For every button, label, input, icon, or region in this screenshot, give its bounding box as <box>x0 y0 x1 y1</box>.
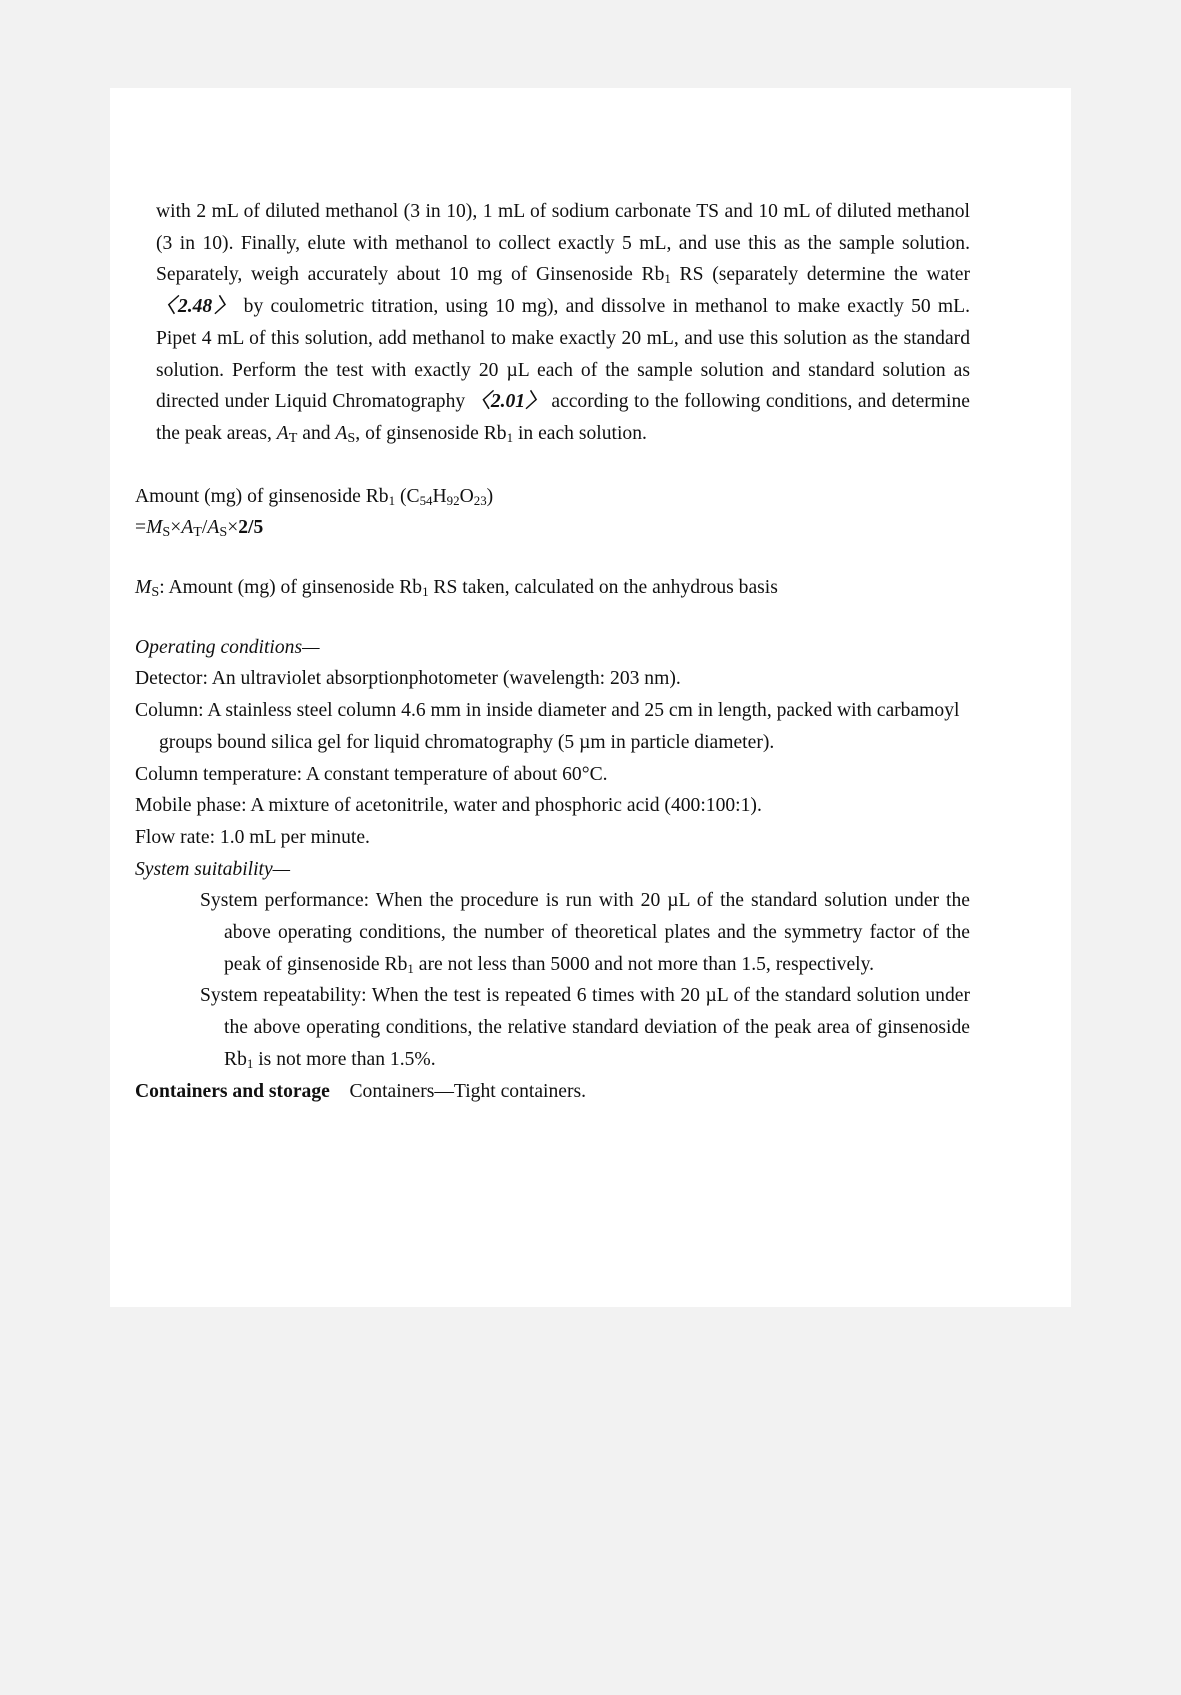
equation-as: A <box>207 517 220 539</box>
formula-chem-o-sub: 23 <box>473 492 487 508</box>
condition-column-temperature-label: Column temperature <box>135 763 297 785</box>
formula-heading-subscript: 1 <box>388 492 396 508</box>
intro-subscript-2: 1 <box>506 429 514 445</box>
equation-times-2: × <box>227 517 239 539</box>
symbol-as: AS <box>335 422 356 446</box>
definition-ms-subscript: S <box>151 583 160 600</box>
system-performance-item <box>200 885 970 980</box>
condition-mobile-phase-label: Mobile phase <box>135 795 242 817</box>
condition-column <box>135 695 970 758</box>
intro-paragraph <box>156 196 970 450</box>
equation-ratio: 2/5 <box>238 517 264 539</box>
spacer-before-definition <box>135 544 970 572</box>
condition-detector-text: : An ultraviolet absorptionphotometer (wavelength: 203 nm). <box>202 668 681 690</box>
formula-heading <box>135 481 970 513</box>
condition-column-temperature-text: : A constant temperature of about 60°C. <box>296 763 608 785</box>
condition-flow-rate <box>135 822 970 854</box>
definition-text-a: : Amount (mg) of ginsenoside Rb <box>159 577 423 599</box>
spacer-before-formula <box>135 450 970 481</box>
symbol-at-subscript: T <box>288 429 298 446</box>
formula-heading-prefix: Amount (mg) of ginsenoside Rb <box>135 485 389 507</box>
system-performance-label: System performance <box>200 890 364 912</box>
formula-chem-h: H <box>432 485 447 507</box>
intro-subscript-1: 1 <box>664 271 671 287</box>
intro-text-part7: in each solution. <box>513 422 647 444</box>
system-repeatability-text-b: is not more than 1.5%. <box>253 1048 436 1070</box>
condition-flow-rate-label: Flow rate <box>135 826 210 848</box>
spacer-before-operating-conditions <box>135 604 970 632</box>
condition-mobile-phase-text: : A mixture of acetonitrile, water and phosphoric acid (400:100:1). <box>241 795 762 817</box>
formula-equation <box>135 512 970 544</box>
formula-chem-close: ) <box>486 485 494 507</box>
intro-text-part6: , of ginsenoside Rb <box>355 422 507 444</box>
condition-detector <box>135 663 970 695</box>
document-page <box>110 88 1071 1307</box>
system-repeatability-label: System repeatability <box>200 985 362 1007</box>
definition-ms: M <box>135 577 152 599</box>
formula-definition <box>135 572 970 604</box>
definition-text-b: RS taken, calculated on the anhydrous basis <box>428 577 778 599</box>
symbol-as-subscript: S <box>347 429 356 446</box>
intro-text-part1: with 2 mL of diluted methanol (3 in 10), 1 mL of sodium carbonate TS and 10 mL of diluted methanol (3 in 10). Finally, elute with methanol to collect exactly 5 mL, and use this as the sample solution. Separately, weigh accurately about 10 mg of Ginsenoside Rb <box>156 201 970 286</box>
condition-detector-label: Detector <box>135 668 203 690</box>
condition-column-temperature <box>135 759 970 791</box>
formula-chem-o: O <box>459 485 474 507</box>
system-performance-text-a: : When the procedure is run with 20 µL of the standard solution under the above operating conditions, the number of theoretical plates and the symmetry factor of the peak of ginsenoside Rb <box>224 890 970 975</box>
equation-equals: = <box>135 517 147 539</box>
containers-and-storage-separator <box>330 1081 350 1102</box>
condition-mobile-phase <box>135 790 970 822</box>
intro-text-part2: RS (separately determine the water <box>670 264 970 286</box>
equation-ms: M <box>146 517 163 539</box>
equation-slash: / <box>201 517 208 539</box>
operating-conditions-heading: Operating conditions— <box>135 636 320 658</box>
equation-at-subscript: T <box>193 524 202 541</box>
containers-and-storage <box>135 1076 970 1108</box>
system-performance-subscript: 1 <box>407 960 414 976</box>
reference-2-48: 〈2.48〉 <box>156 296 237 318</box>
formula-chem-open: (C <box>395 485 420 507</box>
intro-text-part5: and <box>297 422 336 444</box>
system-suitability-heading: System suitability— <box>135 858 291 880</box>
condition-flow-rate-text: : 1.0 mL per minute. <box>209 826 370 848</box>
intro-text-part3: by coulometric titration, using 10 mg), and dissolve in methanol to make exactly 50 mL. Pipet 4 mL of this solution, add methanol to make exactly 20 mL, and use this solution as the standard solution. Perform the test with exactly 20 µL each of the sample solution and standard solution as directed under Liquid Chromatography <box>156 296 970 413</box>
definition-subscript: 1 <box>422 583 429 599</box>
equation-at: A <box>181 517 194 539</box>
condition-column-text: : A stainless steel column 4.6 mm in inside diameter and 25 cm in length, packed with carbamoyl groups bound silica gel for liquid chromatography (5 µm in particle diameter). <box>159 700 960 753</box>
equation-times-1: × <box>170 517 182 539</box>
condition-column-label: Column <box>135 700 199 722</box>
page-content <box>135 196 970 1107</box>
system-performance-text-b: are not less than 5000 and not more than 1.5, respectively. <box>413 953 875 975</box>
equation-ms-subscript: S <box>162 524 171 541</box>
equation-as-subscript: S <box>219 524 228 541</box>
containers-and-storage-heading: Containers and storage <box>135 1080 330 1102</box>
system-repeatability-text-a: : When the test is repeated 6 times with 20 µL of the standard solution under the above operating conditions, the relative standard deviation of the peak area of ginsenoside Rb <box>224 985 971 1070</box>
symbol-at: AT <box>276 422 298 446</box>
formula-chem-h-sub: 92 <box>446 492 460 508</box>
formula-chem-c-sub: 54 <box>419 492 433 508</box>
system-repeatability-item <box>200 980 970 1075</box>
intro-text-part4: according to the following conditions, and determine the peak areas, <box>156 391 970 444</box>
system-repeatability-subscript: 1 <box>246 1055 254 1071</box>
reference-2-01: 〈2.01〉 <box>470 391 546 413</box>
containers-and-storage-text: Containers—Tight containers. <box>349 1080 587 1102</box>
